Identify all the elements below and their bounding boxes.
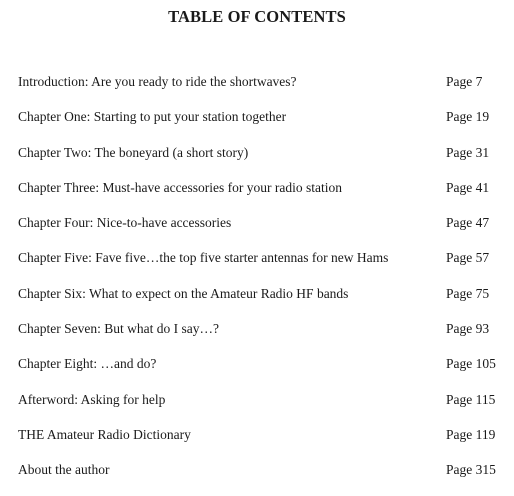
toc-entry-page: Page 7 [446,74,483,89]
toc-entry [18,178,498,213]
toc-entry-title: Chapter Four: Nice-to-have accessories [18,215,232,231]
toc-entry-title: Afterword: Asking for help [18,391,166,407]
toc-entry-title: Chapter Three: Must-have accessories for your radio station [18,179,343,195]
toc-entry-title: THE Amateur Radio Dictionary [18,426,191,442]
toc-entry [18,107,498,142]
toc-entry [18,425,498,460]
toc-entry-title: Chapter Seven: But what do I say…? [18,321,219,337]
toc-entry [18,213,498,248]
toc-entry [18,460,498,495]
toc-entry-page: Page 93 [446,321,490,337]
toc-entry-title: Chapter Five: Fave five…the top five starter antennas for new Hams [18,250,389,266]
toc-entry-page: Page 19 [446,109,490,125]
toc-entry [18,248,498,283]
toc-entry-title: Chapter Two: The boneyard (a short story) [18,144,249,160]
toc-entry-title: Chapter Eight: …and do? [18,356,157,372]
toc-entry-title: Introduction: Are you ready to ride the shortwaves? [18,74,297,89]
toc-entry [18,319,498,354]
toc-entry-page: Page 315 [446,462,496,478]
toc-entry-page: Page 57 [446,250,490,266]
toc-entry [18,72,498,107]
toc-entry-title: Chapter One: Starting to put your station together [18,109,287,125]
toc-entry [18,143,498,178]
toc-entry-title: About the author [18,462,110,478]
toc-entry-page: Page 119 [446,426,496,442]
toc-entry-page: Page 115 [446,391,496,407]
toc-entry-page: Page 31 [446,144,490,160]
toc-entry-title: Chapter Six: What to expect on the Amateur Radio HF bands [18,285,349,301]
toc-list [18,72,498,496]
toc-entry-page: Page 47 [446,215,490,231]
page-title: TABLE OF CONTENTS [168,7,346,26]
toc-entry [18,354,498,389]
toc-entry-page: Page 41 [446,179,490,195]
toc-entry [18,284,498,319]
toc-entry-page: Page 105 [446,356,496,372]
toc-entry [18,390,498,425]
toc-entry-page: Page 75 [446,285,490,301]
